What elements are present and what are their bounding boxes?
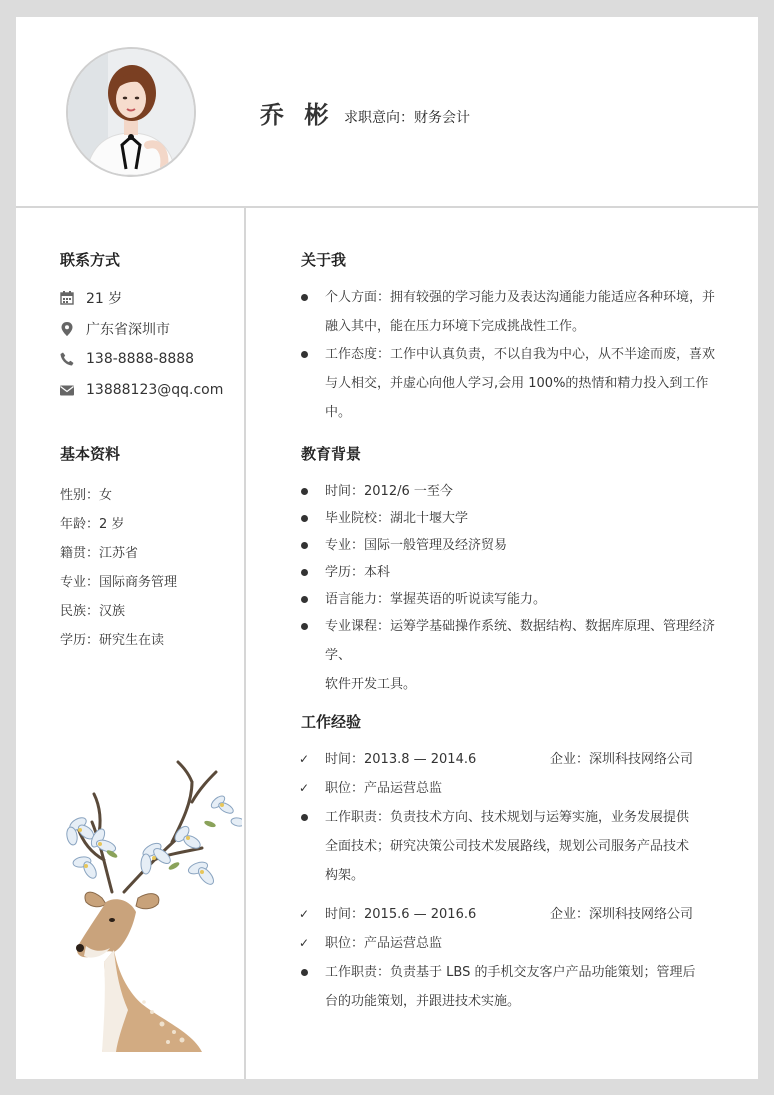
job-intent — [344, 107, 470, 127]
info-value: 女 — [99, 488, 113, 503]
job-duty-line: 台的功能策划，并跟进技术实施。 — [325, 994, 521, 1009]
info-gender — [60, 484, 112, 503]
job-time-row — [301, 745, 721, 774]
bullet-dot — [301, 542, 308, 549]
education-item — [301, 585, 721, 614]
job-time-row — [301, 900, 721, 929]
check-icon: ✓ — [299, 781, 310, 795]
info-value: 研究生在读 — [99, 633, 165, 648]
contact-location — [60, 319, 170, 339]
contact-phone — [60, 349, 194, 369]
about-item-line: 个人方面：拥有较强的学习能力及表达沟通能力能适应各种环境，并 — [325, 290, 716, 305]
job-duty — [301, 958, 721, 1016]
bullet-dot — [301, 969, 308, 976]
calendar-icon — [60, 291, 74, 305]
resume-header — [16, 17, 758, 207]
job-duty-line: 全面技术；研究决策公司技术发展路线，规划公司服务产品技术 — [325, 839, 690, 854]
info-value: 汉族 — [99, 604, 126, 619]
avatar — [66, 47, 196, 177]
info-label: 籍贯： — [60, 546, 100, 561]
education-item-text: 时间：2012/6 一至今 — [325, 484, 453, 499]
about-item-line: 工作态度：工作中认真负责，不以自我为中心，从不半途而废，喜欢 — [325, 347, 716, 362]
job-position: 职位：产品运营总监 — [325, 781, 443, 796]
contact-age-text: 21 岁 — [86, 291, 123, 307]
job-duty-line: 工作职责：负责技术方向、技术规划与运筹实施，业务发展提供 — [325, 810, 690, 825]
education-title: 教育背景 — [301, 445, 362, 463]
contact-title: 联系方式 — [60, 251, 121, 269]
job-intent-label: 求职意向： — [344, 110, 414, 126]
contact-email — [60, 380, 223, 400]
info-label: 专业： — [60, 575, 100, 590]
bullet-dot — [301, 814, 308, 821]
bullet-dot — [301, 488, 308, 495]
candidate-name: 乔 彬 — [260, 101, 335, 129]
info-major — [60, 571, 177, 590]
job-company: 企业：深圳科技网络公司 — [550, 752, 694, 767]
mail-icon — [60, 383, 74, 397]
info-ethnicity — [60, 600, 125, 619]
info-label: 民族： — [60, 604, 100, 619]
info-value: 江苏省 — [99, 546, 139, 561]
column-divider — [244, 207, 246, 1079]
education-item — [301, 477, 721, 506]
job-company: 企业：深圳科技网络公司 — [550, 907, 694, 922]
about-item — [301, 283, 721, 341]
bullet-dot — [301, 351, 308, 358]
contact-age — [60, 288, 122, 308]
bullet-dot — [301, 569, 308, 576]
info-value: 国际商务管理 — [99, 575, 178, 590]
about-item-line: 与人相交，并虚心向他人学习,会用 100%的热情和精力投入到工作中。 — [325, 376, 709, 420]
job-time: 时间：2013.8 — 2014.6 — [325, 752, 477, 767]
education-item-text: 语言能力：掌握英语的听说读写能力。 — [325, 592, 547, 607]
education-item — [301, 504, 721, 533]
check-icon: ✓ — [299, 752, 310, 766]
deer-illustration — [42, 742, 242, 1056]
location-pin-icon — [60, 322, 74, 336]
contact-location-text: 广东省深圳市 — [86, 322, 170, 338]
info-degree — [60, 629, 164, 648]
avatar-photo — [68, 49, 194, 175]
info-value: 2 岁 — [99, 517, 125, 532]
header-divider — [16, 206, 758, 208]
info-hometown — [60, 542, 138, 561]
about-item-line: 融入其中，能在压力环境下完成挑战性工作。 — [325, 319, 586, 334]
info-label: 年龄： — [60, 517, 100, 532]
resume-page — [16, 17, 758, 1079]
education-item-text: 专业课程：运筹学基础操作系统、数据结构、数据库原理、管理经济学、 — [325, 619, 716, 663]
job-position-row — [301, 929, 721, 958]
info-label: 性别： — [60, 488, 100, 503]
job-duty-line: 工作职责：负责基于 LBS 的手机交友客户产品功能策划；管理后 — [325, 965, 696, 980]
basic-info-title: 基本资料 — [60, 445, 121, 463]
education-item-text: 学历：本科 — [325, 565, 391, 580]
about-title: 关于我 — [301, 251, 347, 269]
bullet-dot — [301, 596, 308, 603]
education-item-text: 软件开发工具。 — [325, 677, 417, 692]
check-icon: ✓ — [299, 907, 310, 921]
education-item — [301, 558, 721, 587]
job-position: 职位：产品运营总监 — [325, 936, 443, 951]
bullet-dot — [301, 294, 308, 301]
contact-phone-text[interactable]: 138-8888-8888 — [86, 351, 195, 367]
bullet-dot — [301, 623, 308, 630]
education-item — [301, 612, 721, 699]
info-label: 学历： — [60, 633, 100, 648]
job-intent-value: 财务会计 — [414, 110, 470, 126]
job-duty — [301, 803, 721, 890]
education-item-text: 专业：国际一般管理及经济贸易 — [325, 538, 508, 553]
job-duty-line: 构架。 — [325, 868, 365, 883]
bullet-dot — [301, 515, 308, 522]
job-time: 时间：2015.6 — 2016.6 — [325, 907, 477, 922]
education-item — [301, 531, 721, 560]
check-icon: ✓ — [299, 936, 310, 950]
about-item — [301, 340, 721, 427]
phone-icon — [60, 352, 74, 366]
work-title: 工作经验 — [301, 713, 362, 731]
info-age — [60, 513, 124, 532]
job-position-row — [301, 774, 721, 803]
education-item-text: 毕业院校：湖北十堰大学 — [325, 511, 469, 526]
contact-email-text[interactable]: 13888123@qq.com — [86, 382, 224, 398]
